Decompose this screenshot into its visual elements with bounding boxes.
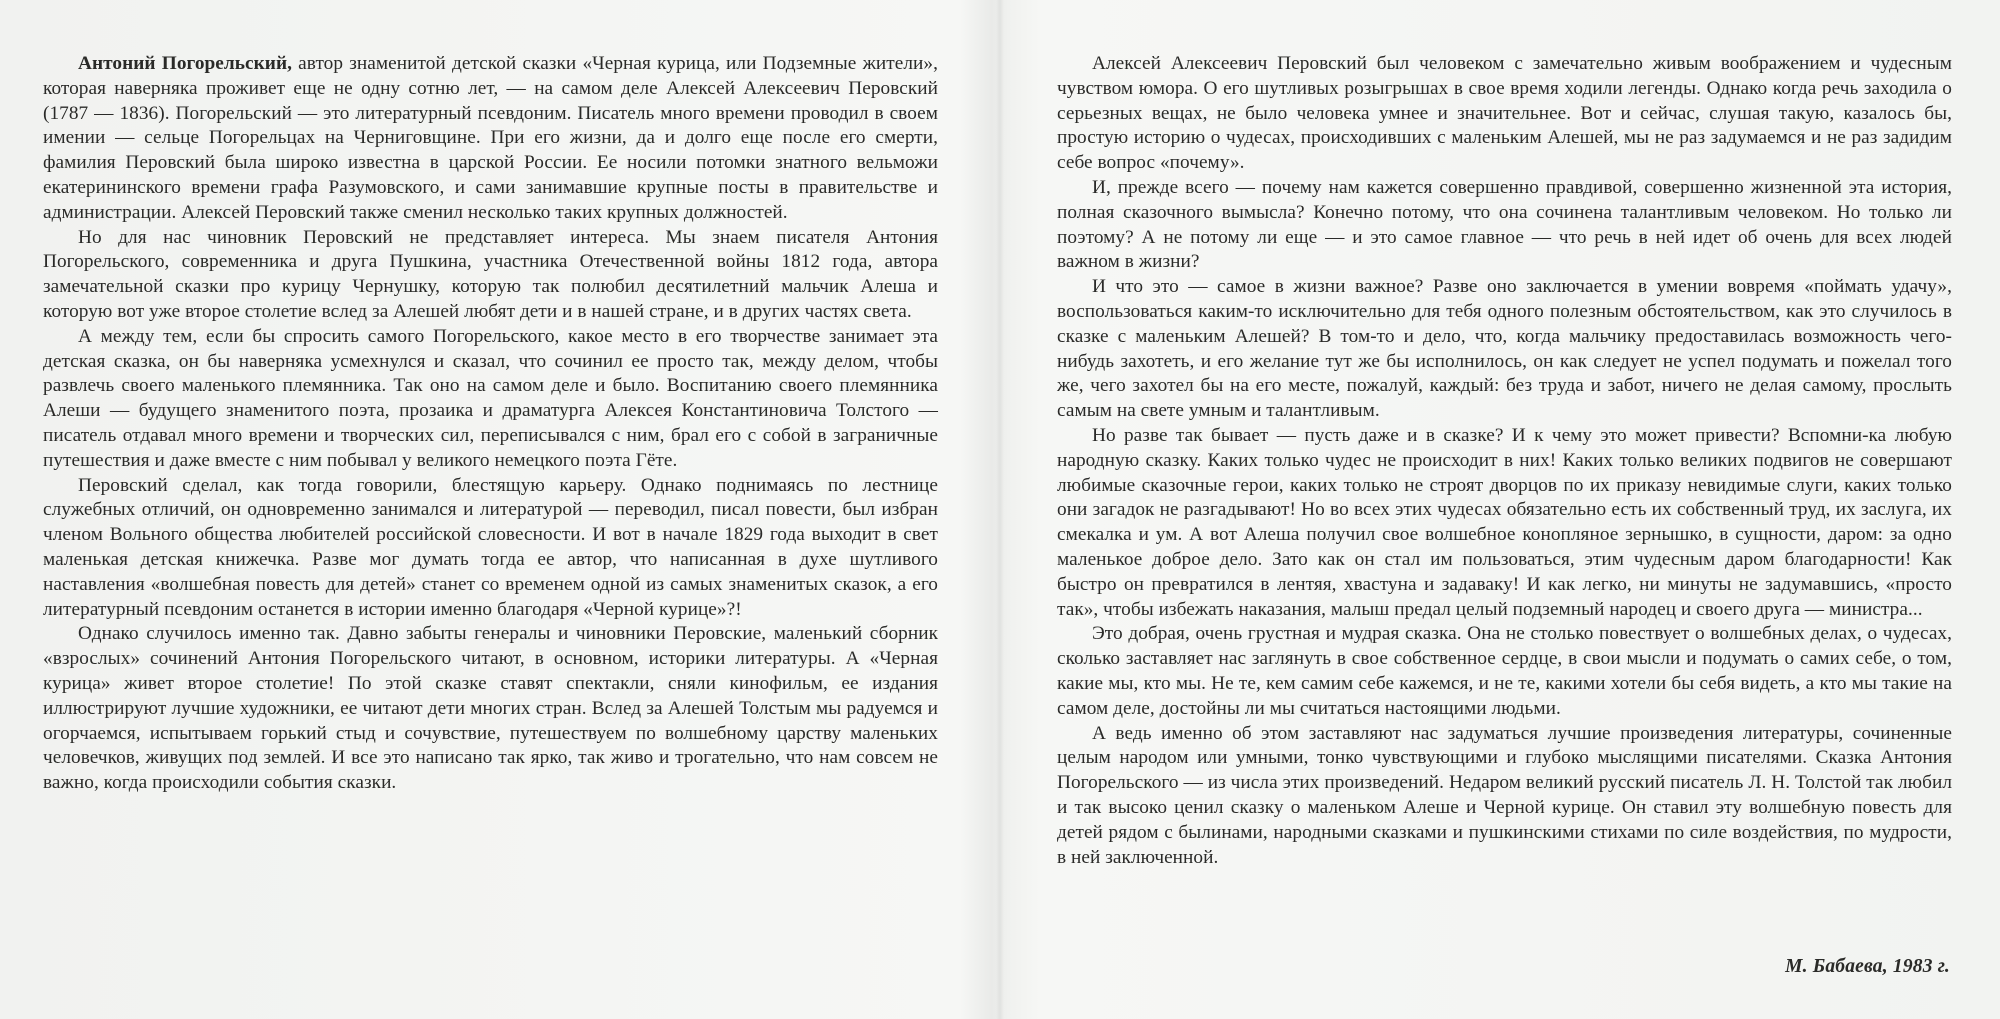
right-paragraph-5: Это добрая, очень грустная и мудрая сказка. Она не столько повествует о волшебных делах, о чудесах, сколько заставляет нас заглянуть в свое собственное сердце, в свои мысли и подумать о самих себе, о том, какие мы, кто мы. Не те, кем самим себе кажемся, и не те, какими хотели бы себя видеть, а кто мы такие на самом деле, достойны ли мы считаться настоящими людьми. [1057,623,1952,719]
left-paragraph-4: Перовский сделал, как тогда говорили, блестящую карьеру. Однако поднимаясь по лестнице служебных отличий, он одновременно занимался и литературой — переводил, писал повести, был избран членом Вольного общества любителей российской словесности. И вот в начале 1829 года выходит в свет маленькая детская книжечка. Разве мог думать тогда ее автор, что написанная в духе шутливого наставления «волшебная повесть для детей» станет со временем одной из самых знаменитых сказок, а его литературный псевдоним останется в истории именно благодаря «Черной курице»?! [43,474,938,620]
right-paragraph-3: И что это — самое в жизни важное? Разве оно заключается в умении вовремя «поймать удачу», воспользоваться каким-то исключительно для тебя одного полезным обстоятельством, как это случилось в сказке с маленьким Алешей? В том-то и дело, что, когда мальчику предоставилась возможность чего-нибудь захотеть, и его желание тут же бы исполнилось, он как следует не успел подумать и пожелал того же, чего захотел бы на его месте, пожалуй, каждый: без труда и забот, ничего не делая самому, прослыть самым на свете умным и талантливым. [1057,276,1952,422]
book-fold [996,0,1004,1019]
left-paragraph-3: А между тем, если бы спросить самого Погорельского, какое место в его творчестве занимает эта детская сказка, он бы наверняка усмехнулся и сказал, что сочинил ее просто так, между делом, чтобы развлечь своего маленького племянника. Так оно на самом деле и было. Воспитанию своего племянника Алеши — будущего знаменитого поэта, прозаика и драматурга Алексея Константиновича Толстого — писатель отдавал много времени и творческих сил, переписывался с ним, брал его с собой в заграничные путешествия и даже вместе с ним побывал у великого немецкого поэта Гёте. [43,325,938,471]
right-paragraph-1: Алексей Алексеевич Перовский был человеком с замечательно живым воображением и чудесным чувством юмора. О его шутливых розыгрышах в свое время ходили легенды. Однако когда речь заходила о серьезных вещах, не было человека умнее и значительнее. Вот и сейчас, слушая такую, казалось бы, простую историю о чудесах, происходивших с маленьким Алешей, мы не раз задумаемся и не раз задидим себе вопрос «почему». [1057,53,1952,174]
left-paragraph-2: Но для нас чиновник Перовский не представляет интереса. Мы знаем писателя Антония Погорельского, современника и друга Пушкина, участника Отечественной войны 1812 года, автора замечательной сказки про курицу Чернушку, которую так полюбил десятилетний мальчик Алеша и которую вот уже второе столетие вслед за Алешей любят дети и в нашей стране, и в других частях света. [43,226,938,322]
right-paragraph-4: Но разве так бывает — пусть даже и в сказке? И к чему это может привести? Вспомни-ка любую народную сказку. Каких только чудес не происходит в них! Каких только великих подвигов не совершают любимые сказочные герои, каких только не строят дворцов по их приказу невидимые слуги, каких только они загадок не разгадывают! Но во всех этих чудесах обязательно есть их собственный труд, их заслуга, их смекалка и ум. А вот Алеша получил свое волшебное конопляное зернышко, в сущности, даром: за одно маленькое доброе дело. Зато как он стал им пользоваться, этим чудесным даром благодарности! Как быстро он превратился в лентяя, хвастуна и задаваку! И как легко, ни минуты не задумавшись, «просто так», чтобы избежать наказания, малыш предал целый подземный народец и своего друга — министра... [1057,424,1952,620]
right-paragraph-6: А ведь именно об этом заставляют нас задуматься лучшие произведения литературы, сочиненные целым народом или умными, тонко чувствующими и глубоко мыслящими писателями. Сказка Антония Погорельского — из числа этих произведений. Недаром великий русский писатель Л. Н. Толстой так любил и так высоко ценил сказку о маленьком Алеше и Черной курице. Он ставил эту волшебную повесть для детей рядом с былинами, народными сказками и пушкинскими стихами по силе воздействия, по мудрости, в ней заключенной. [1057,722,1952,868]
left-paragraph-1-text: автор знаменитой детской сказки «Черная курица, или Подземные жители», которая наверняка проживет еще не одну сотню лет, — на самом деле Алексей Алексеевич Перовский (1787 — 1836). Погорельский — это литературный псевдоним. Писатель много времени проводил в своем имении — сельце Погорельцах на Черниговщине. При его жизни, да и долго еще после его смерти, фамилия Перовский была широко известна в царской России. Ее носили потомки знатного вельможи екатерининского времени графа Разумовского, и сами занимавшие крупные посты в правительстве и администрации. Алексей Перовский также сменил несколько таких крупных должностей. [43,53,938,223]
author-name: Антоний Погорельский, [78,53,292,74]
right-page [1057,52,1952,870]
right-paragraph-2: И, прежде всего — почему нам кажется совершенно правдивой, совершенно жизненной эта история, полная сказочного вымысла? Конечно потому, что она сочинена талантливым человеком. Но только ли поэтому? А не потому ли еще — и это самое главное — что речь в ней идет об очень для всех людей важном в жизни? [1057,176,1952,273]
left-paragraph-5: Однако случилось именно так. Давно забыты генералы и чиновники Перовские, маленький сборник «взрослых» сочинений Антония Погорельского читают, в основном, историки литературы. А «Черная курица» живет второе столетие! По этой сказке ставят спектакли, сняли кинофильм, ее издания иллюстрируют лучшие художники, ее читают дети многих стран. Вслед за Алешей Толстым мы радуемся и огорчаемся, испытываем горький стыд и сочувствие, путешествуем по волшебному царству маленьких человечков, живущих под землей. И все это написано так ярко, так живо и трогательно, что нам совсем не важно, когда происходили события сказки. [43,623,938,794]
signature: М. Бабаева, 1983 г. [1785,956,1950,977]
left-page [43,52,938,796]
left-paragraph-1 [43,52,938,226]
